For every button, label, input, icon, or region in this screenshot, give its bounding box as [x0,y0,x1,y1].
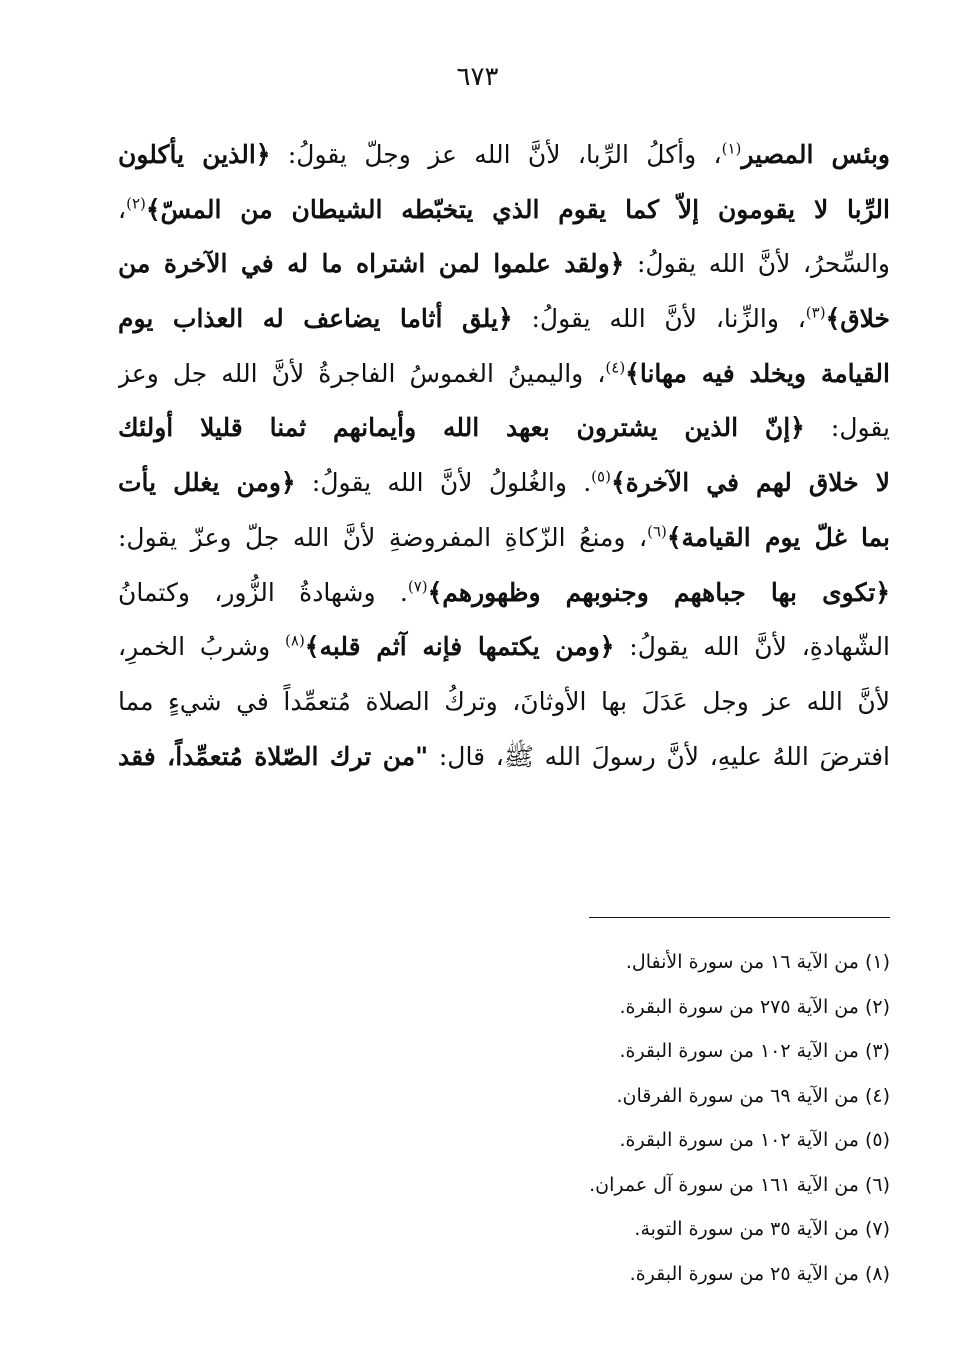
quran-verse-text: الرِّبا لا يقومون إلاّ كما يقوم الذي يتخبّطه الشيطان من المسّ﴾ [145,194,890,224]
footnote-reference: (٦) [647,522,667,541]
text-line [118,566,890,621]
body-text: لأنَّ الله عز وجل عَدَلَ بها الأوثانَ، وتركُ الصلاة مُتعمِّداً في شيءٍ مما [118,686,890,716]
footnote-reference: (١) [721,139,742,158]
text-line [118,511,890,566]
main-text-body [118,128,890,784]
text-line [118,292,890,347]
page-number: ٦٧٣ [456,62,499,92]
quran-verse-text: لا خلاق لهم في الآخرة﴾ [610,468,890,498]
body-text: وشربُ الخمرِ، [118,632,286,662]
footnote-separator [589,917,890,918]
footnote-reference: (٧) [407,577,428,596]
footnote-item: (٤) من الآية ٦٩ من سورة الفرقان. [616,1084,890,1107]
footnote-item: (٨) من الآية ٢٥ من سورة البقرة. [629,1262,890,1285]
footnote-reference: (٥) [591,467,611,486]
text-line [118,620,890,675]
quran-verse-text: ﴿إنّ الذين يشترون بعهد الله وأيمانهم ثمنا قليلا أولئك [118,413,805,443]
text-line [118,128,890,183]
quran-verse-text: القيامة ويخلد فيه مهانا﴾ [625,358,890,388]
text-line [118,183,890,238]
body-text: ، وأكلُ الرِّبا، لأنَّ الله عز وجلّ يقولُ: [270,140,722,169]
quran-verse-text: ﴿ولقد علموا لمن اشتراه ما له في الآخرة من [118,249,625,279]
body-text: يقول: [804,413,890,443]
footnote-item: (٢) من الآية ٢٧٥ من سورة البقرة. [619,995,890,1018]
body-text: ، [118,194,127,224]
text-line [118,237,890,292]
body-text: افترضَ اللهُ عليهِ، لأنَّ رسولَ الله ﷺ، قال: [428,741,890,771]
text-line [118,730,890,785]
body-text: . وشهادةُ الزُّور، وكتمانُ [118,577,408,607]
text-line [118,347,890,402]
quran-verse-text: ﴿ومن يكتمها فإنه آثم قلبه﴾ [304,632,615,662]
footnote-reference: (٤) [605,358,626,377]
footnote-reference: (٨) [285,631,305,650]
footnote-reference: (٣) [805,303,826,322]
footnotes [450,940,890,1296]
quran-verse-text: ﴿الذين يأكلون [118,140,271,169]
quran-verse-text: بما غلّ يوم القيامة﴾ [666,522,890,552]
footnote-item: (٧) من الآية ٣٥ من سورة التوبة. [634,1218,890,1240]
body-text: ، والزِّنا، لأنَّ الله يقولُ: [512,304,806,334]
text-line [118,456,890,511]
body-text: الشّهادةِ، لأنَّ الله يقولُ: [614,632,890,662]
quran-verse-text: وبئس المصير [741,140,890,169]
footnote-item: (٣) من الآية ١٠٢ من سورة البقرة. [619,1040,890,1062]
quran-verse-text: "من ترك الصّلاة مُتعمِّداً، فقد [118,741,429,771]
quran-verse-text: ﴿ومن يغلل يأت [118,468,296,498]
text-line [118,675,890,730]
quran-verse-text: خلاق﴾ [825,304,890,334]
body-text: ، ومنعُ الزّكاةِ المفروضةِ لأنَّ الله جلّ وعزّ يقول: [118,522,648,552]
body-text: والسِّحرُ، لأنَّ الله يقولُ: [624,249,890,279]
body-text: ، واليمينُ الغموسُ الفاجرةُ لأنَّ الله جل وعز [118,358,606,388]
footnote-reference: (٢) [126,194,146,213]
footnote-item: (٦) من الآية ١٦١ من سورة آل عمران. [589,1173,890,1196]
footnote-item: (١) من الآية ١٦ من سورة الأنفال. [625,951,890,973]
body-text: . والغُلولُ لأنَّ الله يقولُ: [295,468,592,498]
footnote-item: (٥) من الآية ١٠٢ من سورة البقرة. [619,1129,890,1151]
quran-verse-text: ﴿تكوى بها جباههم وجنوبهم وظهورهم﴾ [427,577,890,607]
text-line [118,401,890,456]
quran-verse-text: ﴿يلق أثاما يضاعف له العذاب يوم [118,304,513,334]
